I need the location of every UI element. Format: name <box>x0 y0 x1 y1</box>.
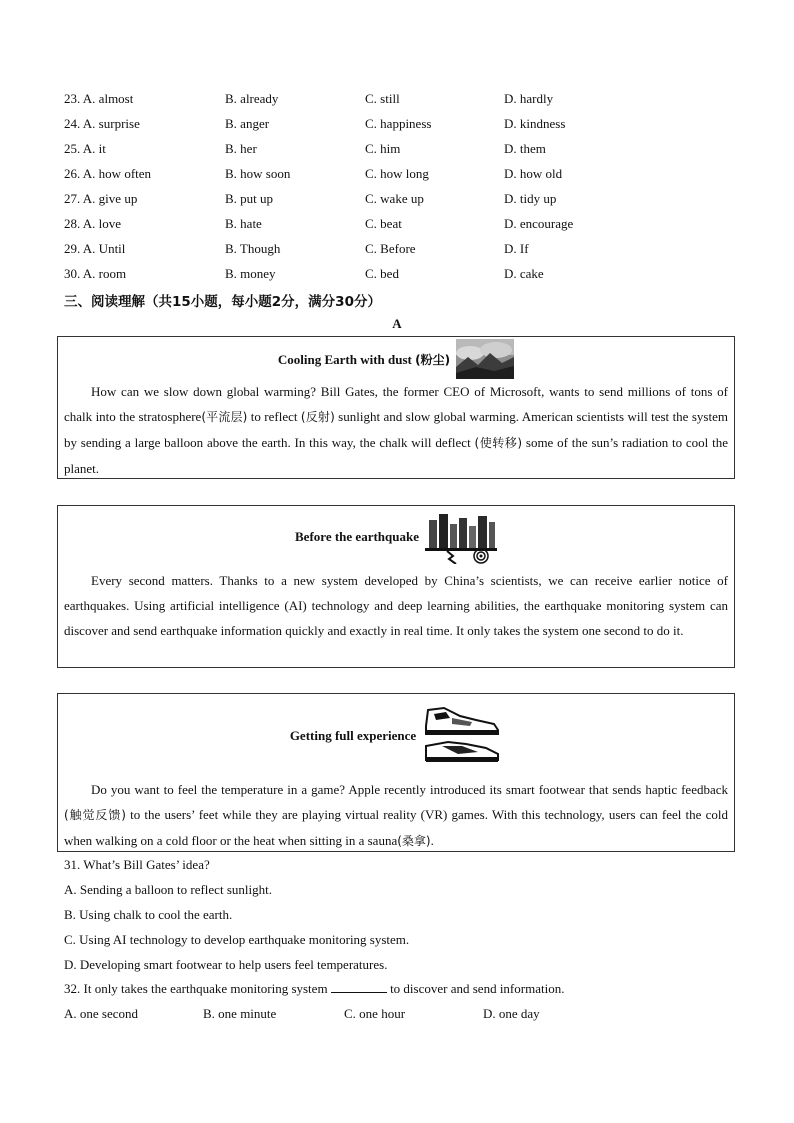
option-c: C. beat <box>365 216 402 231</box>
option-d: D. how old <box>504 166 563 181</box>
option-d: D. tidy up <box>504 191 557 206</box>
option-c: C. him <box>365 141 401 156</box>
section-heading: 三、阅读理解（共15小题，每小题2分，满分30分） <box>64 294 381 310</box>
question-31-option-a: A. Sending a balloon to reflect sunlight. <box>64 882 272 897</box>
question-31-option-d: D. Developing smart footwear to help users feel temperatures. <box>64 957 388 972</box>
passage-text: Do you want to feel the temperature in a game? Apple recently introduced its smart footwear that sends haptic feedback (触觉反馈) to the users’ feet while they are playing virtual reality (VR) games. With this technology, users can feel the cold when walking on a cold floor or the heat when sitting in a sauna(桑拿). <box>64 782 728 848</box>
option-a: 27. A. give up <box>64 191 138 206</box>
dust-cloud-picture-icon <box>456 339 514 379</box>
option-b: B. Though <box>225 241 281 256</box>
city-earthquake-picture-icon <box>425 510 497 564</box>
question-32-option-b: B. one minute <box>203 1006 277 1021</box>
sneakers-picture-icon <box>422 702 502 770</box>
option-d: D. kindness <box>504 116 566 131</box>
question-32-stem: 32. It only takes the earthquake monitoring system to discover and send information. <box>64 981 565 996</box>
option-d: D. cake <box>504 266 544 281</box>
option-b: B. money <box>225 266 276 281</box>
option-c: C. wake up <box>365 191 424 206</box>
passage-box-footwear <box>57 693 735 852</box>
option-a: 29. A. Until <box>64 241 126 256</box>
question-32-option-c: C. one hour <box>344 1006 406 1021</box>
choice-row-27 <box>64 191 744 209</box>
option-d: D. encourage <box>504 216 574 231</box>
option-a: 23. A. almost <box>64 91 134 106</box>
option-a: 26. A. how often <box>64 166 152 181</box>
option-c: C. bed <box>365 266 399 281</box>
passage-text: How can we slow down global warming? Bill Gates, the former CEO of Microsoft, wants to send millions of tons of chalk into the stratosphere(平流层) to reflect (反射) sunlight and slow global warming. American scientists will test the system by sending a large balloon above the earth. In this way, the chalk will deflect (使转移) some of the sun’s radiation to cool the planet. <box>64 384 728 476</box>
option-b: B. her <box>225 141 257 156</box>
passage-text: Every second matters. Thanks to a new system developed by China’s scientists, we can receive earlier notice of earthquakes. Using artificial intelligence (AI) technology and deep learning abilities, the earthquake monitoring system can discover and send earthquake information quickly and exactly in real time. It only takes the system one second to do it. <box>64 573 728 638</box>
option-c: C. still <box>365 91 400 106</box>
option-d: D. hardly <box>504 91 554 106</box>
option-b: B. put up <box>225 191 274 206</box>
question-31-stem: 31. What’s Bill Gates’ idea? <box>64 857 210 872</box>
choice-row-29 <box>64 241 744 259</box>
option-a: 30. A. room <box>64 266 127 281</box>
box-title: Cooling Earth with dust (粉尘) <box>277 351 451 367</box>
option-b: B. anger <box>225 116 270 131</box>
question-31-option-c: C. Using AI technology to develop earthquake monitoring system. <box>64 932 410 947</box>
option-b: B. hate <box>225 216 262 231</box>
choice-row-28 <box>64 216 744 234</box>
option-c: C. how long <box>365 166 429 181</box>
choice-row-25 <box>64 141 744 159</box>
passage-letter: A <box>392 316 402 331</box>
option-b: B. how soon <box>225 166 291 181</box>
question-32-options <box>64 1006 744 1024</box>
choice-row-24 <box>64 116 744 134</box>
choice-row-30 <box>64 266 744 284</box>
passage-box-dust <box>57 336 735 479</box>
choice-row-26 <box>64 166 744 184</box>
option-d: D. them <box>504 141 546 156</box>
question-32-option-d: D. one day <box>483 1006 540 1021</box>
choice-row-23 <box>64 91 744 109</box>
box-title: Getting full experience <box>289 728 417 743</box>
option-a: 25. A. it <box>64 141 106 156</box>
option-a: 28. A. love <box>64 216 122 231</box>
option-c: C. Before <box>365 241 416 256</box>
question-31-option-b: B. Using chalk to cool the earth. <box>64 907 233 922</box>
option-b: B. already <box>225 91 279 106</box>
option-d: D. If <box>504 241 529 256</box>
question-32-option-a: A. one second <box>64 1006 139 1021</box>
option-a: 24. A. surprise <box>64 116 140 131</box>
option-c: C. happiness <box>365 116 432 131</box>
passage-box-earthquake <box>57 505 735 668</box>
answer-blank <box>331 982 387 993</box>
box-title: Before the earthquake <box>295 529 419 544</box>
